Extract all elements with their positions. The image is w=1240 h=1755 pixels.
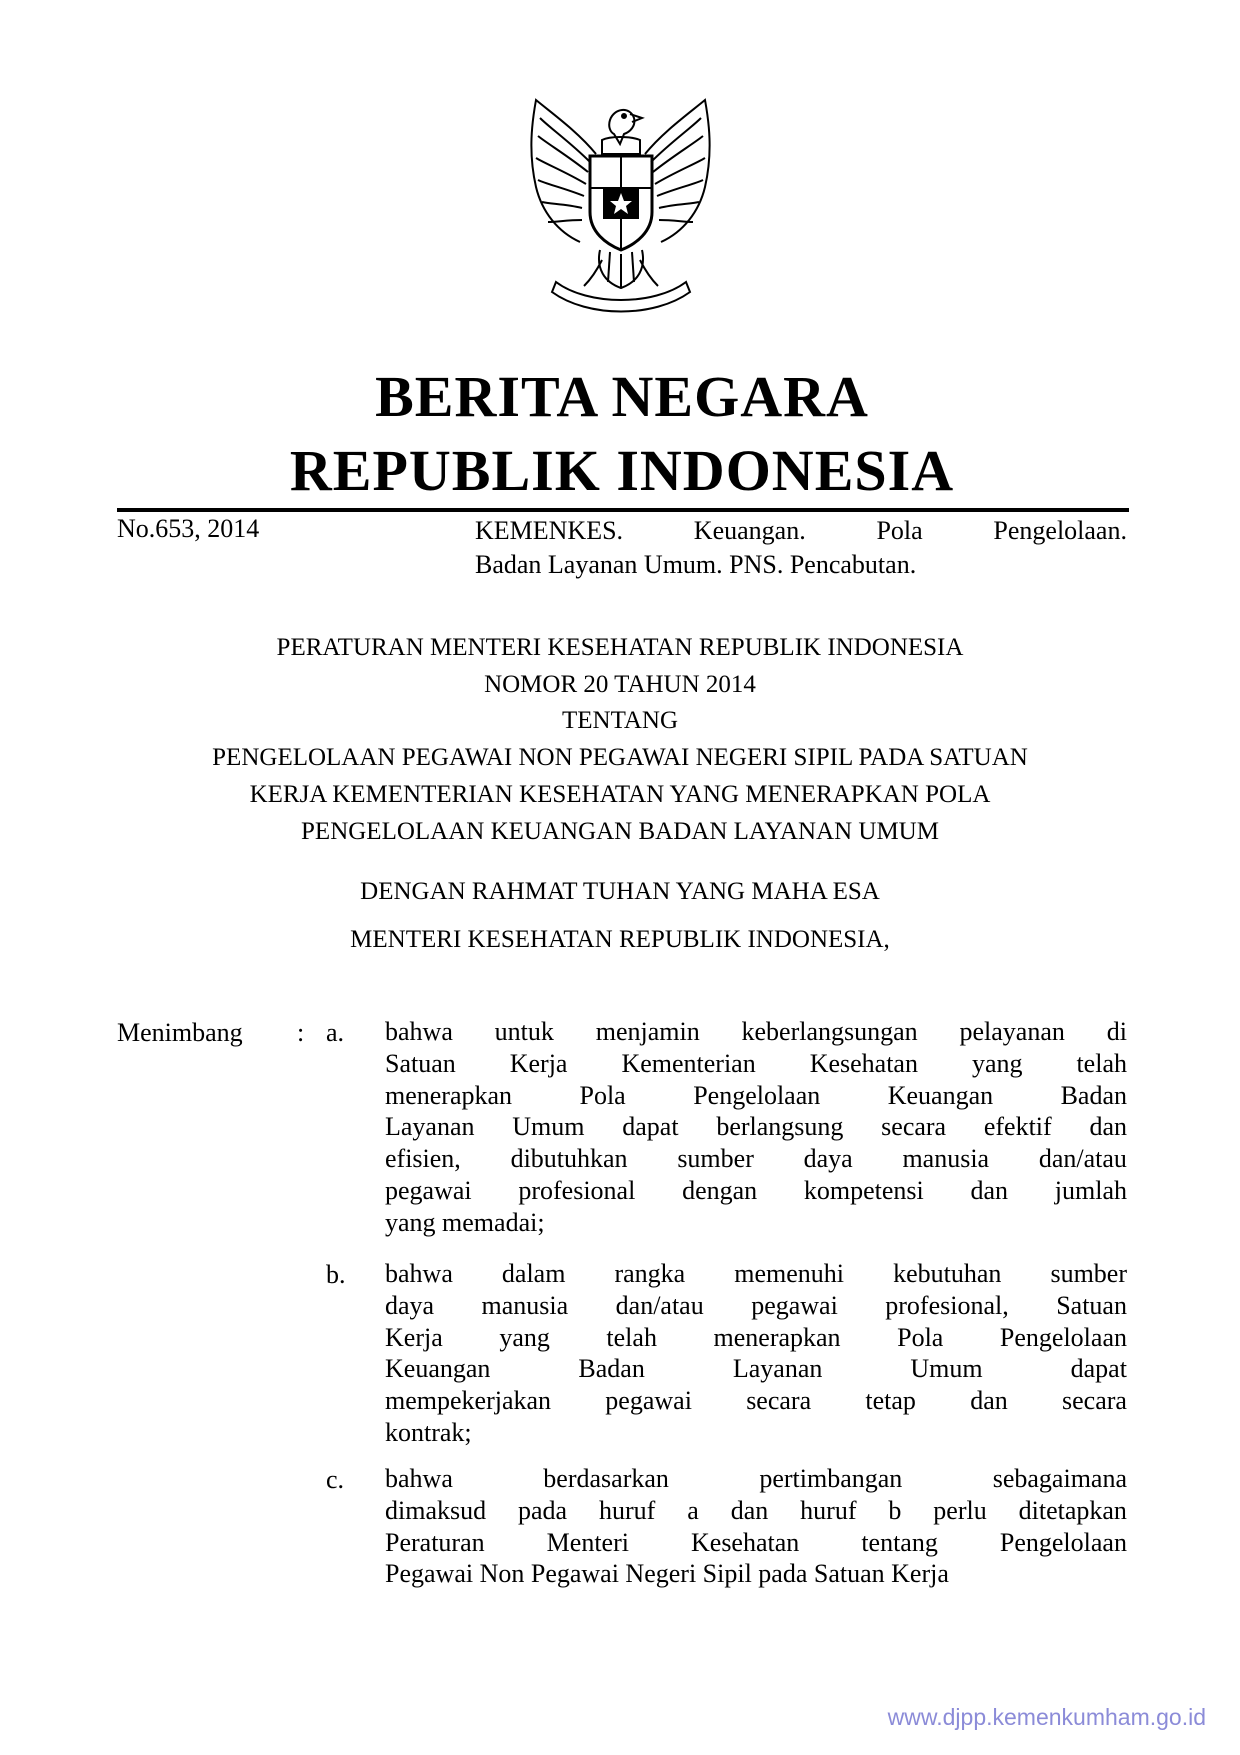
garuda-emblem: [518, 92, 723, 314]
consideration-line: bahwa untuk menjamin keberlangsungan pelayanan di: [385, 1017, 1127, 1046]
title-line1: PERATURAN MENTERI KESEHATAN REPUBLIK INDONESIA: [276, 634, 964, 661]
item-letter: c.: [326, 1465, 345, 1494]
consideration-line: pegawai profesional dengan kompetensi dan jumlah: [385, 1175, 1127, 1205]
opening-line1: DENGAN RAHMAT TUHAN YANG MAHA ESA: [360, 878, 880, 905]
consideration-item: [385, 1258, 1127, 1449]
title-line4: PENGELOLAAN PEGAWAI NON PEGAWAI NEGERI SIPIL PADA SATUAN: [212, 744, 1028, 771]
item-letter: a.: [326, 1018, 345, 1047]
subject-word: Keuangan.: [693, 516, 806, 545]
opening-line2: MENTERI KESEHATAN REPUBLIK INDONESIA,: [350, 926, 890, 953]
title-line6: PENGELOLAAN KEUANGAN BADAN LAYANAN UMUM: [301, 818, 939, 845]
consideration-item: [385, 1016, 1127, 1239]
considerations-colon: :: [297, 1018, 305, 1047]
consideration-line: Pegawai Non Pegawai Negeri Sipil pada Satuan Kerja: [385, 1559, 949, 1589]
consideration-line: Peraturan Menteri Kesehatan tentang Pengelolaan: [385, 1527, 1127, 1557]
gazette-subject: [475, 514, 1127, 582]
consideration-item: [385, 1463, 1127, 1590]
consideration-line: Keuangan Badan Layanan Umum dapat: [385, 1354, 1127, 1384]
item-letter: b.: [326, 1260, 346, 1289]
title-line5: KERJA KEMENTERIAN KESEHATAN YANG MENERAPKAN POLA: [249, 781, 991, 808]
consideration-line: kontrak;: [385, 1417, 472, 1447]
consideration-line: daya manusia dan/atau pegawai profesional, Satuan: [385, 1290, 1127, 1320]
consideration-line: mempekerjakan pegawai secara tetap dan secara: [385, 1386, 1127, 1416]
consideration-line: bahwa berdasarkan pertimbangan sebagaimana: [385, 1464, 1127, 1493]
consideration-line: efisien, dibutuhkan sumber daya manusia dan/atau: [385, 1144, 1127, 1174]
title-line2: NOMOR 20 TAHUN 2014: [484, 671, 756, 698]
consideration-line: menerapkan Pola Pengelolaan Keuangan Badan: [385, 1080, 1127, 1110]
consideration-line: Satuan Kerja Kementerian Kesehatan yang telah: [385, 1048, 1127, 1078]
title-line3: TENTANG: [561, 707, 679, 734]
consideration-line: Kerja yang telah menerapkan Pola Pengelolaan: [385, 1322, 1127, 1352]
gazette-number: No.653, 2014: [117, 514, 260, 543]
subject-word: Pengelolaan.: [993, 516, 1127, 545]
subject-line2: Badan Layanan Umum. PNS. Pencabutan.: [475, 550, 917, 579]
consideration-line: bahwa dalam rangka memenuhi kebutuhan sumber: [385, 1259, 1127, 1288]
footer-url[interactable]: www.djpp.kemenkumham.go.id: [887, 1704, 1206, 1730]
subject-line1: [475, 514, 1127, 548]
consideration-line: dimaksud pada huruf a dan huruf b perlu ditetapkan: [385, 1495, 1127, 1525]
header-divider: [117, 508, 1129, 512]
considerations-label: Menimbang: [117, 1018, 243, 1047]
subject-word: Pola: [876, 516, 923, 545]
masthead-line1: BERITA NEGARA: [375, 364, 869, 429]
consideration-line: yang memadai;: [385, 1207, 545, 1237]
subject-word: KEMENKES.: [475, 516, 624, 545]
masthead-line2: REPUBLIK INDONESIA: [289, 438, 955, 503]
consideration-line: Layanan Umum dapat berlangsung secara efektif dan: [385, 1112, 1127, 1142]
